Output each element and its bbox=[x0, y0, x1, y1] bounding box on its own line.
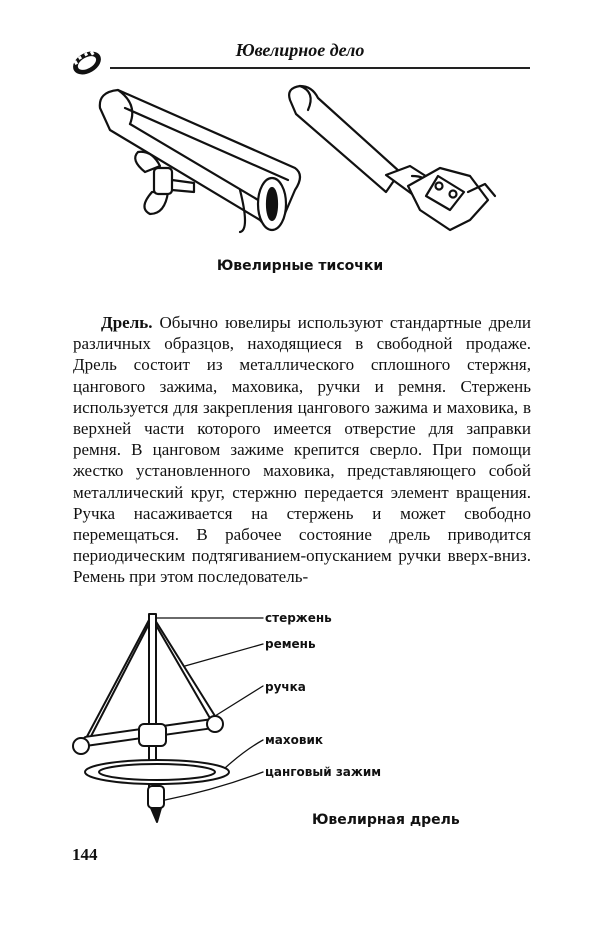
body-paragraph bbox=[73, 312, 531, 588]
header-rule bbox=[110, 67, 530, 69]
body-text: Обычно ювелиры используют стандартные дрели различных образцов, находящиеся в свободной продаже. Дрель состоит из металлического сплошного стержня, цангового зажима, маховика, ручки и ремня. Стержень используется для закрепления цангового зажима и маховика, в верхней части которого имеется отверстие для заправки ремня. В цанговом зажиме крепится сверло. При помощи жестко установленного маховика, представляющего собой металлический круг, стержню передается элемент вращения. Ручка насаживается на стержень и может свободно перемещаться. В рабочее состояние дрель приводится периодическим подтягиванием-опусканием ручки вверх-вниз. Ремень при этом последователь- bbox=[73, 313, 531, 587]
label-belt: ремень bbox=[265, 637, 316, 651]
bow-drill-illustration bbox=[65, 600, 265, 840]
figure-caption-drill: Ювелирная дрель bbox=[312, 812, 460, 828]
label-collet: цанговый зажим bbox=[265, 765, 382, 779]
hand-vises-illustration bbox=[90, 80, 520, 255]
label-flywheel: маховик bbox=[265, 733, 324, 747]
label-handle: ручка bbox=[265, 680, 306, 694]
page-number: 144 bbox=[72, 845, 98, 864]
running-title: Ювелирное дело bbox=[235, 40, 365, 60]
term-drill: Дрель. bbox=[101, 313, 153, 332]
figure-caption-vises: Ювелирные тисочки bbox=[216, 258, 384, 274]
label-rod: стержень bbox=[265, 611, 332, 625]
